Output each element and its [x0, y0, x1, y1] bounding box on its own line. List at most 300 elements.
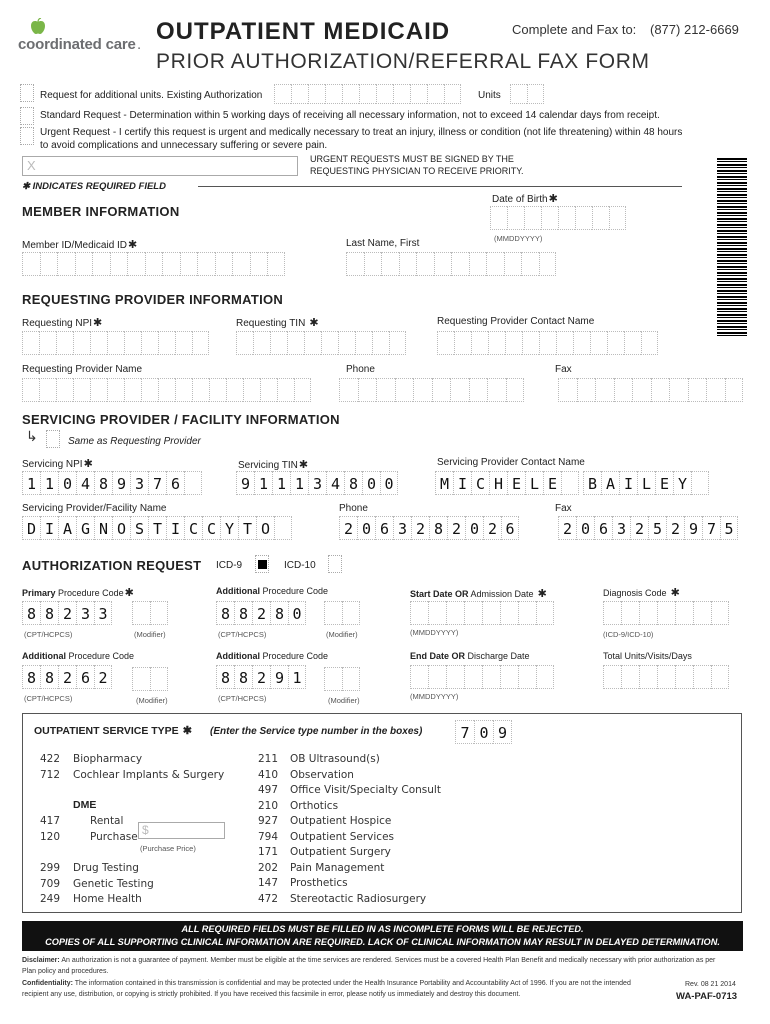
char-box[interactable] [510, 84, 527, 104]
char-box[interactable] [444, 84, 461, 104]
srv-facility-label: Servicing Provider/Facility Name [22, 503, 167, 514]
char-box[interactable] [487, 378, 506, 402]
srv-npi-field[interactable] [22, 471, 202, 495]
char-box[interactable]: E [543, 471, 561, 495]
char-box[interactable] [500, 601, 518, 625]
char-box[interactable] [22, 252, 40, 276]
srv-contact-first-field[interactable] [435, 471, 579, 495]
char-box[interactable] [450, 378, 469, 402]
char-box[interactable] [342, 601, 360, 625]
char-box[interactable] [657, 665, 675, 689]
service-type-field[interactable] [455, 720, 512, 744]
char-box[interactable]: 2 [483, 516, 501, 540]
char-box[interactable] [506, 378, 525, 402]
char-box[interactable] [180, 252, 198, 276]
char-box[interactable] [226, 378, 243, 402]
char-box[interactable] [209, 378, 226, 402]
char-box[interactable] [688, 378, 707, 402]
char-box[interactable] [522, 331, 539, 355]
additional-modifier-field-2[interactable] [132, 667, 168, 691]
end-date-field[interactable] [410, 665, 554, 689]
char-box[interactable]: I [619, 471, 637, 495]
char-box[interactable] [573, 331, 590, 355]
char-box[interactable] [410, 601, 428, 625]
char-box[interactable] [175, 378, 192, 402]
char-box[interactable]: 7 [148, 471, 166, 495]
char-box[interactable]: 5 [648, 516, 666, 540]
char-box[interactable] [725, 378, 744, 402]
char-box[interactable] [428, 665, 446, 689]
start-date-field[interactable] [410, 601, 554, 625]
diagnosis-field[interactable] [603, 601, 729, 625]
char-box[interactable] [434, 252, 452, 276]
char-box[interactable]: 9 [236, 471, 254, 495]
char-box[interactable] [614, 378, 633, 402]
char-box[interactable] [294, 378, 311, 402]
char-box[interactable] [657, 601, 675, 625]
srv-facility-field[interactable] [22, 516, 292, 540]
char-box[interactable]: 8 [22, 665, 40, 689]
char-box[interactable] [92, 252, 110, 276]
char-box[interactable] [607, 331, 624, 355]
char-box[interactable] [381, 252, 399, 276]
req-phone-field[interactable] [339, 378, 524, 402]
char-box[interactable]: 4 [76, 471, 94, 495]
char-box[interactable] [197, 252, 215, 276]
char-box[interactable]: I [40, 516, 58, 540]
char-box[interactable] [304, 331, 321, 355]
char-box[interactable]: 9 [493, 720, 512, 744]
additional-procedure-field-3[interactable] [216, 665, 306, 689]
char-box[interactable]: 9 [112, 471, 130, 495]
total-units-field[interactable] [603, 665, 729, 689]
char-box[interactable] [56, 378, 73, 402]
char-box[interactable] [274, 516, 292, 540]
char-box[interactable] [236, 331, 253, 355]
char-box[interactable]: 8 [216, 665, 234, 689]
physician-signature-field[interactable] [22, 156, 298, 176]
char-box[interactable]: H [489, 471, 507, 495]
dob-field[interactable] [490, 206, 626, 230]
char-box[interactable] [57, 252, 75, 276]
char-box[interactable]: G [76, 516, 94, 540]
char-box[interactable]: Y [673, 471, 691, 495]
char-box[interactable] [107, 331, 124, 355]
char-box[interactable]: C [184, 516, 202, 540]
char-box[interactable] [150, 601, 168, 625]
char-box[interactable]: 8 [94, 471, 112, 495]
char-box[interactable] [73, 378, 90, 402]
char-box[interactable] [287, 331, 304, 355]
char-box[interactable]: 2 [411, 516, 429, 540]
char-box[interactable] [355, 331, 372, 355]
char-box[interactable]: 8 [22, 601, 40, 625]
confidentiality-text: The information contained in this transmission is confidential and may be protected under the Health Insurance Portability and Accountability Act of 1996. If you are not the intended recipient any use, distribution, or copying is strictly prohibited. If you have received this facsimile in error, please notify us immediately and destroy this document. [22, 980, 631, 998]
primary-modifier-field[interactable] [132, 601, 168, 625]
char-box[interactable] [413, 378, 432, 402]
char-box[interactable]: T [238, 516, 256, 540]
char-box[interactable] [339, 378, 358, 402]
char-box[interactable] [675, 601, 693, 625]
char-box[interactable]: 3 [94, 601, 112, 625]
char-box[interactable]: 8 [234, 665, 252, 689]
char-box[interactable] [399, 252, 417, 276]
char-box[interactable]: 1 [40, 471, 58, 495]
units-field[interactable] [510, 84, 544, 104]
char-box[interactable] [40, 252, 58, 276]
char-box[interactable] [427, 84, 444, 104]
char-box[interactable]: 4 [326, 471, 344, 495]
additional-modifier-field-3[interactable] [324, 667, 360, 691]
char-box[interactable] [192, 378, 209, 402]
standard-request-label: Standard Request - Determination within 5 working days of receiving all necessary information, not to exceed 14 calendar days from receipt. [40, 110, 660, 121]
member-id-field[interactable] [22, 252, 285, 276]
char-box[interactable] [624, 331, 641, 355]
char-box[interactable] [22, 378, 39, 402]
char-box[interactable] [39, 378, 56, 402]
req-name-field[interactable] [22, 378, 311, 402]
char-box[interactable] [669, 378, 688, 402]
char-box[interactable] [124, 331, 141, 355]
char-box[interactable] [410, 665, 428, 689]
char-box[interactable]: A [58, 516, 76, 540]
req-tin-field[interactable] [236, 331, 406, 355]
char-box[interactable]: 0 [357, 516, 375, 540]
char-box[interactable] [518, 665, 536, 689]
additional-procedure-field-1[interactable] [216, 601, 306, 625]
char-box[interactable] [471, 331, 488, 355]
char-box[interactable]: I [166, 516, 184, 540]
char-box[interactable] [632, 378, 651, 402]
char-box[interactable] [536, 665, 554, 689]
char-box[interactable] [308, 84, 325, 104]
char-box[interactable]: 3 [76, 601, 94, 625]
char-box[interactable] [558, 206, 575, 230]
char-box[interactable] [389, 331, 406, 355]
char-box[interactable]: 3 [130, 471, 148, 495]
char-box[interactable]: 6 [594, 516, 612, 540]
char-box[interactable]: 9 [270, 665, 288, 689]
char-box[interactable]: 8 [344, 471, 362, 495]
char-box[interactable] [376, 84, 393, 104]
char-box[interactable]: 2 [58, 601, 76, 625]
req-npi-label [22, 316, 102, 329]
char-box[interactable]: O [256, 516, 274, 540]
char-box[interactable] [488, 331, 505, 355]
char-box[interactable]: 7 [702, 516, 720, 540]
char-box[interactable]: 6 [166, 471, 184, 495]
char-box[interactable] [464, 665, 482, 689]
char-box[interactable] [175, 331, 192, 355]
char-box[interactable] [192, 331, 209, 355]
char-box[interactable]: 7 [455, 720, 474, 744]
char-box[interactable] [277, 378, 294, 402]
char-box[interactable] [454, 331, 471, 355]
char-box[interactable] [446, 665, 464, 689]
char-box[interactable] [359, 84, 376, 104]
char-box[interactable] [706, 378, 725, 402]
char-box[interactable]: 0 [380, 471, 398, 495]
char-box[interactable] [675, 665, 693, 689]
char-box[interactable] [372, 331, 389, 355]
req-contact-field[interactable] [437, 331, 658, 355]
char-box[interactable] [127, 252, 145, 276]
char-box[interactable]: 0 [288, 601, 306, 625]
char-box[interactable]: 1 [288, 665, 306, 689]
standard-request-checkbox[interactable] [20, 107, 34, 125]
char-box[interactable] [145, 252, 163, 276]
char-box[interactable]: 5 [720, 516, 738, 540]
char-box[interactable]: L [637, 471, 655, 495]
char-box[interactable]: 2 [252, 665, 270, 689]
same-as-requesting-checkbox[interactable] [46, 430, 60, 448]
char-box[interactable]: 1 [254, 471, 272, 495]
primary-procedure-field[interactable] [22, 601, 112, 625]
char-box[interactable] [592, 206, 609, 230]
char-box[interactable] [260, 378, 277, 402]
signature-placeholder: X [27, 158, 36, 173]
char-box[interactable] [527, 84, 544, 104]
char-box[interactable] [486, 252, 504, 276]
char-box[interactable]: Y [220, 516, 238, 540]
member-name-field[interactable] [346, 252, 556, 276]
char-box[interactable] [232, 252, 250, 276]
icd9-checkbox[interactable] [255, 555, 269, 573]
char-box[interactable]: 2 [94, 665, 112, 689]
char-box[interactable] [621, 601, 639, 625]
char-box[interactable] [90, 331, 107, 355]
srv-phone-field[interactable] [339, 516, 519, 540]
char-box[interactable] [124, 378, 141, 402]
char-box[interactable]: 0 [362, 471, 380, 495]
char-box[interactable] [393, 84, 410, 104]
additional-modifier-field-1[interactable] [324, 601, 360, 625]
char-box[interactable] [270, 331, 287, 355]
char-box[interactable] [132, 601, 150, 625]
req-fax-field[interactable] [558, 378, 743, 402]
char-box[interactable]: 8 [216, 601, 234, 625]
icd10-checkbox[interactable] [328, 555, 342, 573]
char-box[interactable] [324, 667, 342, 691]
char-box[interactable]: 1 [22, 471, 40, 495]
char-box[interactable]: 2 [252, 601, 270, 625]
char-box[interactable] [250, 252, 268, 276]
char-box[interactable] [464, 601, 482, 625]
char-box[interactable]: 1 [272, 471, 290, 495]
char-box[interactable] [338, 331, 355, 355]
srv-tin-field[interactable] [236, 471, 398, 495]
char-box[interactable] [711, 665, 729, 689]
char-box[interactable]: 0 [465, 516, 483, 540]
char-box[interactable] [621, 665, 639, 689]
char-box[interactable] [524, 206, 541, 230]
urgent-note-1: URGENT REQUESTS MUST BE SIGNED BY THE [310, 154, 514, 164]
char-box[interactable] [558, 378, 577, 402]
char-box[interactable] [75, 252, 93, 276]
char-box[interactable] [507, 206, 524, 230]
char-box[interactable] [541, 206, 558, 230]
char-box[interactable]: 6 [76, 665, 94, 689]
char-box[interactable] [358, 378, 377, 402]
char-box[interactable]: 3 [612, 516, 630, 540]
char-box[interactable]: T [148, 516, 166, 540]
char-box[interactable] [73, 331, 90, 355]
char-box[interactable] [184, 471, 202, 495]
char-box[interactable] [518, 601, 536, 625]
char-box[interactable]: A [601, 471, 619, 495]
char-box[interactable] [577, 378, 596, 402]
char-box[interactable] [428, 601, 446, 625]
service-label: Pain Management [290, 861, 385, 874]
char-box[interactable] [253, 331, 270, 355]
char-box[interactable]: I [453, 471, 471, 495]
char-box[interactable] [437, 331, 454, 355]
char-box[interactable]: 8 [234, 601, 252, 625]
char-box[interactable] [364, 252, 382, 276]
char-box[interactable]: 2 [447, 516, 465, 540]
char-box[interactable] [504, 252, 522, 276]
char-box[interactable] [575, 206, 592, 230]
char-box[interactable]: 3 [308, 471, 326, 495]
char-box[interactable]: 2 [58, 665, 76, 689]
char-box[interactable]: 2 [630, 516, 648, 540]
char-box[interactable] [162, 252, 180, 276]
char-box[interactable] [158, 378, 175, 402]
urgent-request-checkbox[interactable] [20, 127, 34, 145]
char-box[interactable]: 2 [339, 516, 357, 540]
char-box[interactable] [451, 252, 469, 276]
char-box[interactable] [556, 331, 573, 355]
char-box[interactable]: 9 [684, 516, 702, 540]
char-box[interactable] [107, 378, 124, 402]
char-box[interactable]: N [94, 516, 112, 540]
char-box[interactable] [325, 84, 342, 104]
srv-contact-last-field[interactable] [583, 471, 709, 495]
char-box[interactable] [639, 601, 657, 625]
char-box[interactable]: 8 [270, 601, 288, 625]
member-id-label [22, 238, 137, 251]
char-box[interactable] [141, 331, 158, 355]
char-box[interactable] [346, 252, 364, 276]
char-box[interactable] [22, 331, 39, 355]
char-box[interactable] [595, 378, 614, 402]
char-box[interactable]: 8 [40, 601, 58, 625]
char-box[interactable] [469, 378, 488, 402]
char-box[interactable] [56, 331, 73, 355]
char-box[interactable] [215, 252, 233, 276]
char-box[interactable] [482, 665, 500, 689]
servicing-section-title: SERVICING PROVIDER / FACILITY INFORMATION [22, 412, 340, 427]
char-box[interactable]: C [202, 516, 220, 540]
char-box[interactable] [410, 84, 427, 104]
char-box[interactable]: 6 [501, 516, 519, 540]
char-box[interactable] [500, 665, 518, 689]
purchase-price-field[interactable] [138, 822, 225, 839]
char-box[interactable]: 8 [429, 516, 447, 540]
char-box[interactable] [446, 601, 464, 625]
char-box[interactable]: C [471, 471, 489, 495]
char-box[interactable] [39, 331, 56, 355]
char-box[interactable]: 0 [58, 471, 76, 495]
char-box[interactable] [490, 206, 507, 230]
char-box[interactable] [536, 601, 554, 625]
char-box[interactable]: 0 [576, 516, 594, 540]
char-box[interactable] [711, 601, 729, 625]
char-box[interactable] [342, 667, 360, 691]
additional-units-checkbox[interactable] [20, 84, 34, 102]
char-box[interactable] [376, 378, 395, 402]
char-box[interactable] [505, 331, 522, 355]
char-box[interactable] [641, 331, 658, 355]
char-box[interactable] [603, 601, 621, 625]
char-box[interactable]: E [507, 471, 525, 495]
char-box[interactable]: 3 [393, 516, 411, 540]
start-rest: Admission Date [470, 589, 534, 599]
char-box[interactable] [521, 252, 539, 276]
char-box[interactable] [90, 378, 107, 402]
additional-procedure-field-2[interactable] [22, 665, 112, 689]
char-box[interactable] [651, 378, 670, 402]
char-box[interactable] [609, 206, 626, 230]
char-box[interactable]: 2 [666, 516, 684, 540]
total-units-label: Total Units/Visits/Days [603, 651, 692, 661]
char-box[interactable] [150, 667, 168, 691]
char-box[interactable]: 6 [375, 516, 393, 540]
char-box[interactable] [561, 471, 579, 495]
char-box[interactable]: 8 [40, 665, 58, 689]
char-box[interactable] [416, 252, 434, 276]
char-box[interactable]: 1 [290, 471, 308, 495]
char-box[interactable]: D [22, 516, 40, 540]
char-box[interactable] [482, 601, 500, 625]
char-box[interactable] [693, 665, 711, 689]
char-box[interactable] [274, 84, 291, 104]
char-box[interactable]: B [583, 471, 601, 495]
char-box[interactable]: 0 [474, 720, 493, 744]
char-box[interactable] [603, 665, 621, 689]
char-box[interactable] [639, 665, 657, 689]
req-npi-field[interactable] [22, 331, 209, 355]
char-box[interactable] [693, 601, 711, 625]
char-box[interactable] [539, 252, 557, 276]
char-box[interactable] [324, 601, 342, 625]
char-box[interactable] [469, 252, 487, 276]
char-box[interactable] [321, 331, 338, 355]
char-box[interactable]: L [525, 471, 543, 495]
char-box[interactable]: M [435, 471, 453, 495]
char-box[interactable] [267, 252, 285, 276]
char-box[interactable]: S [130, 516, 148, 540]
srv-fax-field[interactable] [558, 516, 738, 540]
char-box[interactable] [158, 331, 175, 355]
char-box[interactable] [110, 252, 128, 276]
char-box[interactable] [691, 471, 709, 495]
char-box[interactable]: O [112, 516, 130, 540]
char-box[interactable] [342, 84, 359, 104]
char-box[interactable]: 2 [558, 516, 576, 540]
char-box[interactable] [395, 378, 414, 402]
service-type-item [258, 831, 394, 843]
char-box[interactable] [141, 378, 158, 402]
char-box[interactable] [590, 331, 607, 355]
char-box[interactable] [132, 667, 150, 691]
char-box[interactable] [539, 331, 556, 355]
char-box[interactable]: E [655, 471, 673, 495]
existing-authorization-field[interactable] [274, 84, 461, 104]
char-box[interactable] [291, 84, 308, 104]
char-box[interactable] [243, 378, 260, 402]
char-box[interactable] [432, 378, 451, 402]
